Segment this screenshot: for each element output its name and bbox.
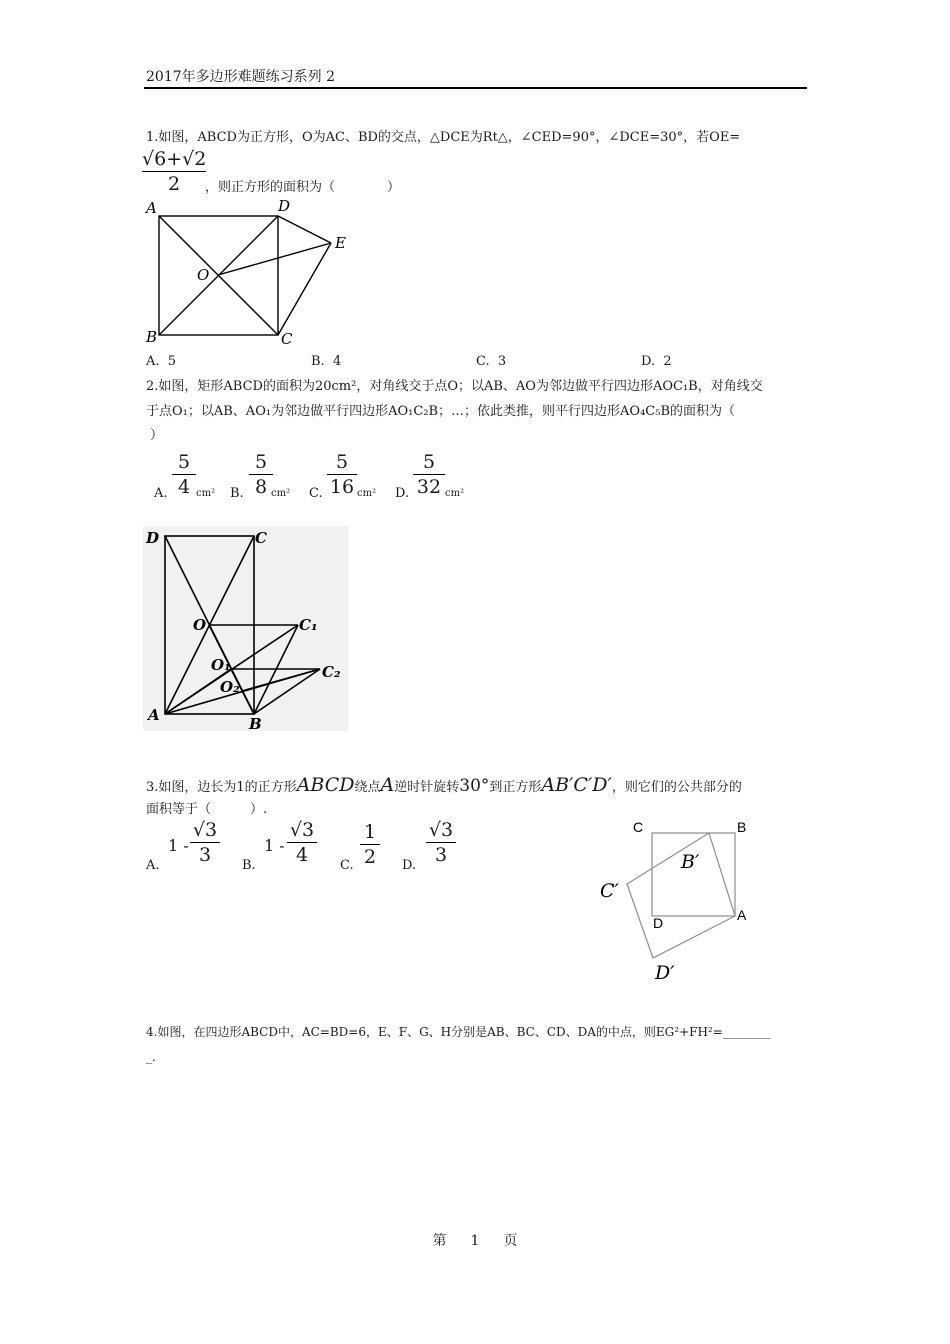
q4-line1: 4.如图，在四边形ABCD中，AC=BD=6，E、F、G、H分别是AB、BC、CD、DA的中点，则EG²+FH²=________ (146, 1025, 771, 1039)
q3-label-d: D (653, 915, 664, 931)
q3-label-c-prime: C′ (600, 880, 619, 902)
page-number: 1 (470, 1233, 480, 1249)
q3-option-b-prefix: 1 - (264, 836, 285, 855)
q3-option-a-fraction: √3 3 (190, 819, 220, 866)
q1-oe-fraction (142, 148, 206, 195)
q2-option-b-letter[interactable]: B. (230, 486, 244, 501)
q1-option-c[interactable]: C. 3 (476, 354, 507, 369)
q3-option-b-fraction: √3 4 (287, 819, 317, 866)
q2-label-o: O (193, 616, 207, 634)
q1-option-b[interactable]: B. 4 (311, 354, 342, 369)
q3-option-d-letter[interactable]: D. (402, 858, 417, 873)
q1-segment-ec (278, 243, 331, 335)
q2-option-a-letter[interactable]: A. (154, 486, 168, 501)
q1-line2: ，则正方形的面积为（ ） (205, 180, 401, 195)
q1-figure (142, 196, 357, 348)
q2-option-a-unit: cm² (196, 488, 216, 499)
q2-figure (143, 526, 348, 731)
q2-option-c-letter[interactable]: C. (309, 486, 323, 501)
q3-label-b: B (737, 819, 747, 835)
q1-label-c: C (281, 330, 293, 348)
q3-label-c: C (633, 819, 644, 835)
q2-label-o2: O₂ (220, 678, 240, 696)
q3-option-c-fraction: 1 2 (360, 821, 380, 868)
q3-option-a-prefix: 1 - (168, 836, 189, 855)
q2-line2: 于点O₁；以AB、AO₁为邻边做平行四边形AO₁C₂B；…；依此类推，则平行四边形AO₄C₅B的面积为（ (146, 404, 736, 419)
q1-option-a[interactable]: A. 5 (146, 354, 177, 369)
q2-line1: 2.如图，矩形ABCD的面积为20cm²，对角线交于点O；以AB、AO为邻边做平行四边形AOC₁B，对角线交 (146, 379, 763, 394)
q1-label-b: B (146, 328, 158, 346)
q3-option-c-letter[interactable]: C. (340, 858, 354, 873)
q2-option-b-fraction: 5 8 (249, 451, 273, 498)
q2-label-o1: O₁ (211, 656, 231, 674)
q3-line1: 3.如图，边长为1的正方形ABCD绕点A逆时针旋转30°到正方形AB′C′D′，则它们的公共部分的 (146, 774, 742, 796)
q2-label-c1: C₁ (299, 616, 318, 634)
q1-label-a: A (146, 199, 157, 217)
footer-prefix: 第 (432, 1233, 447, 1249)
q3-option-d-fraction: √3 3 (426, 819, 456, 866)
q2-option-d-letter[interactable]: D. (395, 486, 410, 501)
q3-label-d-prime: D′ (655, 962, 675, 984)
page-footer (0, 1230, 950, 1250)
q3-option-a-letter[interactable]: A. (146, 858, 160, 873)
q1-option-d[interactable]: D. 2 (641, 354, 672, 369)
q1-line1: 1.如图，ABCD为正方形，O为AC、BD的交点，△DCE为Rt△，∠CED=90°，∠DCE=30°，若OE= (146, 130, 741, 145)
q1-segment-de (278, 216, 331, 243)
q2-label-c2: C₂ (322, 663, 341, 681)
q4-line2: _. (146, 1050, 156, 1064)
q1-label-o: O (197, 266, 210, 284)
q1-label-d: D (278, 197, 291, 215)
q3-line2: 面积等于（ ）. (146, 802, 268, 817)
header-rule (144, 87, 807, 89)
q2-option-d-unit: cm² (445, 488, 465, 499)
footer-suffix: 页 (503, 1233, 518, 1249)
q2-option-b-unit: cm² (271, 488, 291, 499)
q2-label-c: C (255, 529, 267, 547)
q3-figure (596, 814, 766, 990)
q2-option-c-unit: cm² (357, 488, 377, 499)
q1-oe-denominator: 2 (167, 173, 181, 195)
q1-label-e: E (335, 234, 346, 252)
q3-label-a: A (737, 907, 747, 923)
q3-label-b-prime: B′ (681, 851, 700, 873)
q2-label-a: A (148, 706, 160, 724)
q2-option-c-fraction: 5 16 (327, 451, 357, 498)
q1-oe-numerator: √6+√2 (142, 148, 207, 170)
q2-option-d-fraction: 5 32 (413, 451, 445, 498)
q2-line3: ） (150, 428, 164, 443)
q3-option-b-letter[interactable]: B. (242, 858, 256, 873)
q2-label-b: B (249, 715, 262, 731)
q2-option-a-fraction: 5 4 (172, 451, 196, 498)
q2-label-d: D (146, 529, 160, 547)
document-header: 2017年多边形难题练习系列 2 (146, 69, 335, 85)
